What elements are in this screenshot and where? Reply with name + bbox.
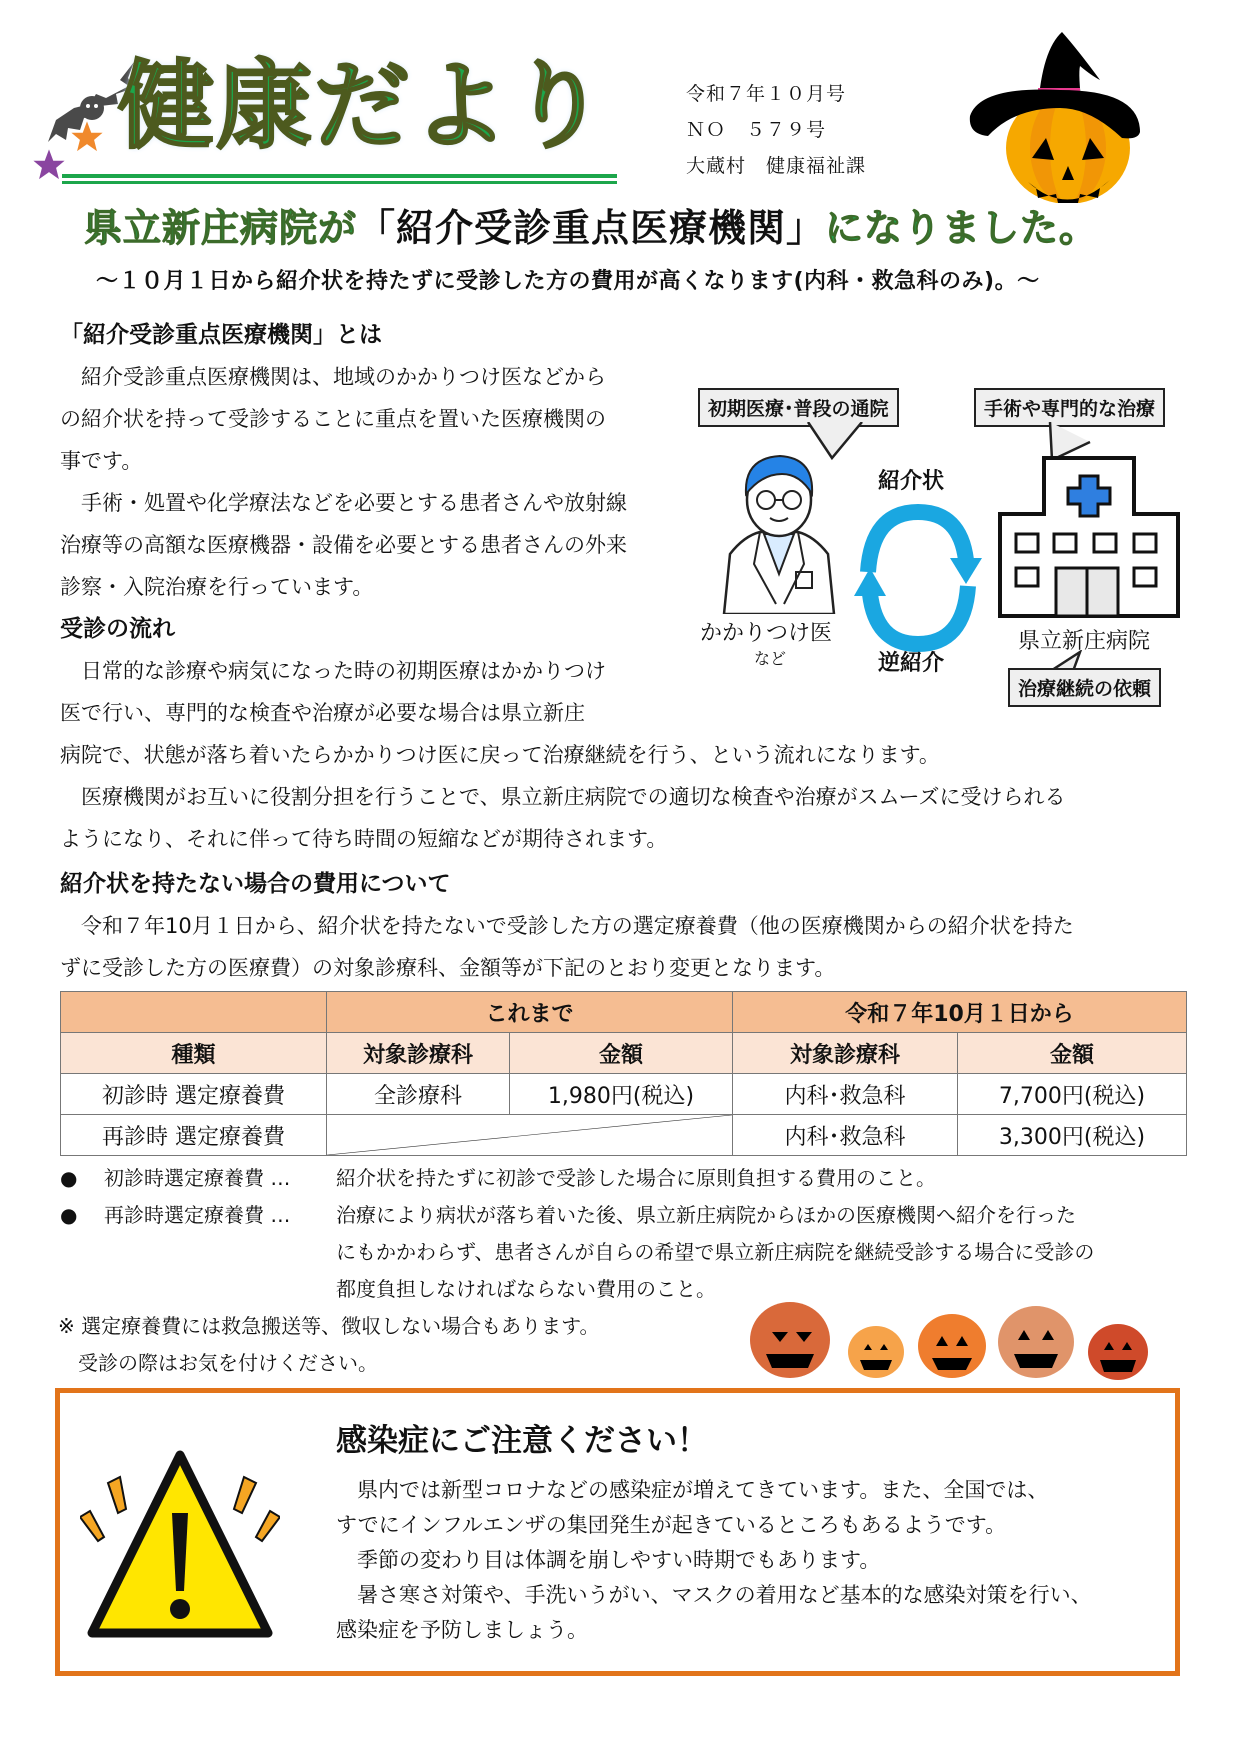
speech-bubble-primary-care: 初期医療･普段の通院 (698, 388, 899, 427)
paragraph-line: 診察・入院治療を行っています。 (60, 575, 374, 599)
paragraph-line: 感染症を予防しましょう。 (336, 1618, 588, 1642)
column-header: 金額 (958, 1033, 1187, 1074)
column-header: 種類 (61, 1033, 327, 1074)
section-about-body (60, 356, 627, 608)
paragraph-line: 県内では新型コロナなどの感染症が増えてきています。また、全国では、 (336, 1478, 1049, 1502)
issue-number: ＮＯ ５７９号 (686, 119, 827, 141)
arrow-label-referral: 紹介状 (878, 469, 945, 494)
paragraph-line: 季節の変わり目は体調を崩しやすい時期でもあります。 (336, 1548, 881, 1572)
warning-icon (80, 1443, 280, 1643)
footnote: ※ 選定療養費には救急搬送等、徴収しない場合もあります。 (58, 1314, 600, 1338)
headline-subtitle: ～１０月１日から紹介状を持たずに受診した方の費用が高くなります(内科・救急科のみ)。～ (96, 269, 1040, 294)
note-item (60, 1197, 1095, 1301)
section-flow-body (60, 650, 1065, 860)
table-cell: 全診療科 (327, 1074, 510, 1115)
note-item (60, 1160, 936, 1197)
paragraph-line: 治療等の高額な医療機器・設備を必要とする患者さんの外来 (60, 533, 627, 557)
speech-bubble-continue-treatment: 治療継続の依頼 (1008, 668, 1161, 707)
doctor-label: かかりつけ医 (700, 621, 833, 646)
title-underline (62, 174, 617, 178)
publisher: 大蔵村 健康福祉課 (686, 155, 867, 177)
warning-body (336, 1473, 1092, 1648)
bullet-icon: ● (60, 1203, 78, 1227)
table-cell: 内科･救急科 (733, 1115, 958, 1156)
pumpkins-decoration-icon (748, 1290, 1168, 1380)
paragraph-line: 医療機関がお互いに役割分担を行うことで、県立新庄病院での適切な検査や治療がスムーズに受けられる (60, 785, 1066, 809)
table-cell: 1,980円(税込) (510, 1074, 733, 1115)
paragraph-line: 病院で、状態が落ち着いたらかかりつけ医に戻って治療継続を行う、という流れになります。 (60, 743, 940, 767)
paragraph-line: 日常的な診療や病気になった時の初期医療はかかりつけ (60, 659, 606, 683)
column-header: 対象診療科 (733, 1033, 958, 1074)
fee-table (60, 991, 1187, 1156)
headline-part2: 「紹介受診重点医療機関」 (357, 206, 826, 250)
note-term: 初診時選定療養費 … (104, 1166, 291, 1190)
issue-month: 令和７年１０月号 (686, 83, 847, 105)
warning-title: 感染症にご注意ください！ (336, 1423, 708, 1459)
purple-star-icon (32, 148, 66, 182)
paragraph-line: 事です。 (60, 449, 143, 473)
masthead-title: 健康だより (118, 50, 608, 162)
table-row (61, 1115, 1187, 1156)
section-fee-body (60, 905, 1074, 989)
group-header-after: 令和７年10月１日から (733, 992, 1187, 1033)
section-flow-title: 受診の流れ (60, 616, 175, 642)
paragraph-line: 令和７年10月１日から、紹介状を持たないで受診した方の選定療養費（他の医療機関からの紹介状を持た (60, 914, 1074, 938)
note-desc: 紹介状を持たずに初診で受診した場合に原則負担する費用のこと。 (336, 1166, 936, 1190)
table-row (61, 1074, 1187, 1115)
doctor-icon (704, 444, 854, 614)
diagonal-slash-icon (327, 1115, 732, 1155)
pumpkin-witch-hat-icon (950, 28, 1150, 203)
title-underline (62, 181, 617, 184)
paragraph-line: ずに受診した方の医療費）の対象診療科、金額等が下記のとおり変更となります。 (60, 956, 836, 980)
headline-part3: になりました。 (825, 206, 1099, 250)
section-fee-title: 紹介状を持たない場合の費用について (60, 871, 451, 897)
note-desc-line: にもかかわらず、患者さんが自らの希望で県立新庄病院を継続受診する場合に受診の (336, 1240, 1095, 1264)
table-cell: 内科･救急科 (733, 1074, 958, 1115)
hospital-icon (994, 454, 1184, 624)
issue-info (686, 76, 866, 184)
table-cell: 3,300円(税込) (958, 1115, 1187, 1156)
group-header-before: これまで (327, 992, 733, 1033)
closing-note: 受診の際はお気を付けください。 (58, 1351, 378, 1375)
table-corner-cell (61, 992, 327, 1033)
paragraph-line: の紹介状を持って受診することに重点を置いた医療機関の (60, 407, 606, 431)
speech-bubble-specialist-care: 手術や専門的な治療 (974, 388, 1165, 427)
doctor-sublabel: など (754, 649, 787, 668)
paragraph-line: 暑さ寒さ対策や、手洗いうがい、マスクの着用など基本的な感染対策を行い、 (336, 1583, 1092, 1607)
table-cell-not-applicable (327, 1115, 733, 1156)
infection-warning-box (55, 1388, 1180, 1676)
note-desc-line: 治療により病状が落ち着いた後、県立新庄病院からほかの医療機関へ紹介を行った (336, 1203, 1076, 1227)
table-cell: 再診時 選定療養費 (61, 1115, 327, 1156)
headline-part1: 県立新庄病院が (84, 206, 358, 250)
note-term: 再診時選定療養費 … (104, 1203, 291, 1227)
note-desc-line: 都度負担しなければならない費用のこと。 (336, 1277, 716, 1301)
table-cell: 初診時 選定療養費 (61, 1074, 327, 1115)
column-header: 金額 (510, 1033, 733, 1074)
orange-star-icon (70, 120, 104, 154)
paragraph-line: ようになり、それに伴って待ち時間の短縮などが期待されます。 (60, 827, 668, 851)
hospital-label: 県立新庄病院 (1018, 629, 1151, 654)
paragraph-line: 医で行い、専門的な検査や治療が必要な場合は県立新庄 (60, 701, 585, 725)
cycle-arrows-icon (848, 502, 988, 652)
arrow-label-reverse-referral: 逆紹介 (878, 651, 945, 676)
paragraph-line: 紹介受診重点医療機関は、地域のかかりつけ医などから (60, 365, 606, 389)
bullet-icon: ● (60, 1166, 78, 1190)
headline (84, 208, 1098, 250)
column-header: 対象診療科 (327, 1033, 510, 1074)
paragraph-line: 手術・処置や化学療法などを必要とする患者さんや放射線 (60, 491, 627, 515)
paragraph-line: すでにインフルエンザの集団発生が起きているところもあるようです。 (336, 1513, 1007, 1537)
table-cell: 7,700円(税込) (958, 1074, 1187, 1115)
section-about-title: 「紹介受診重点医療機関」とは (60, 322, 382, 348)
